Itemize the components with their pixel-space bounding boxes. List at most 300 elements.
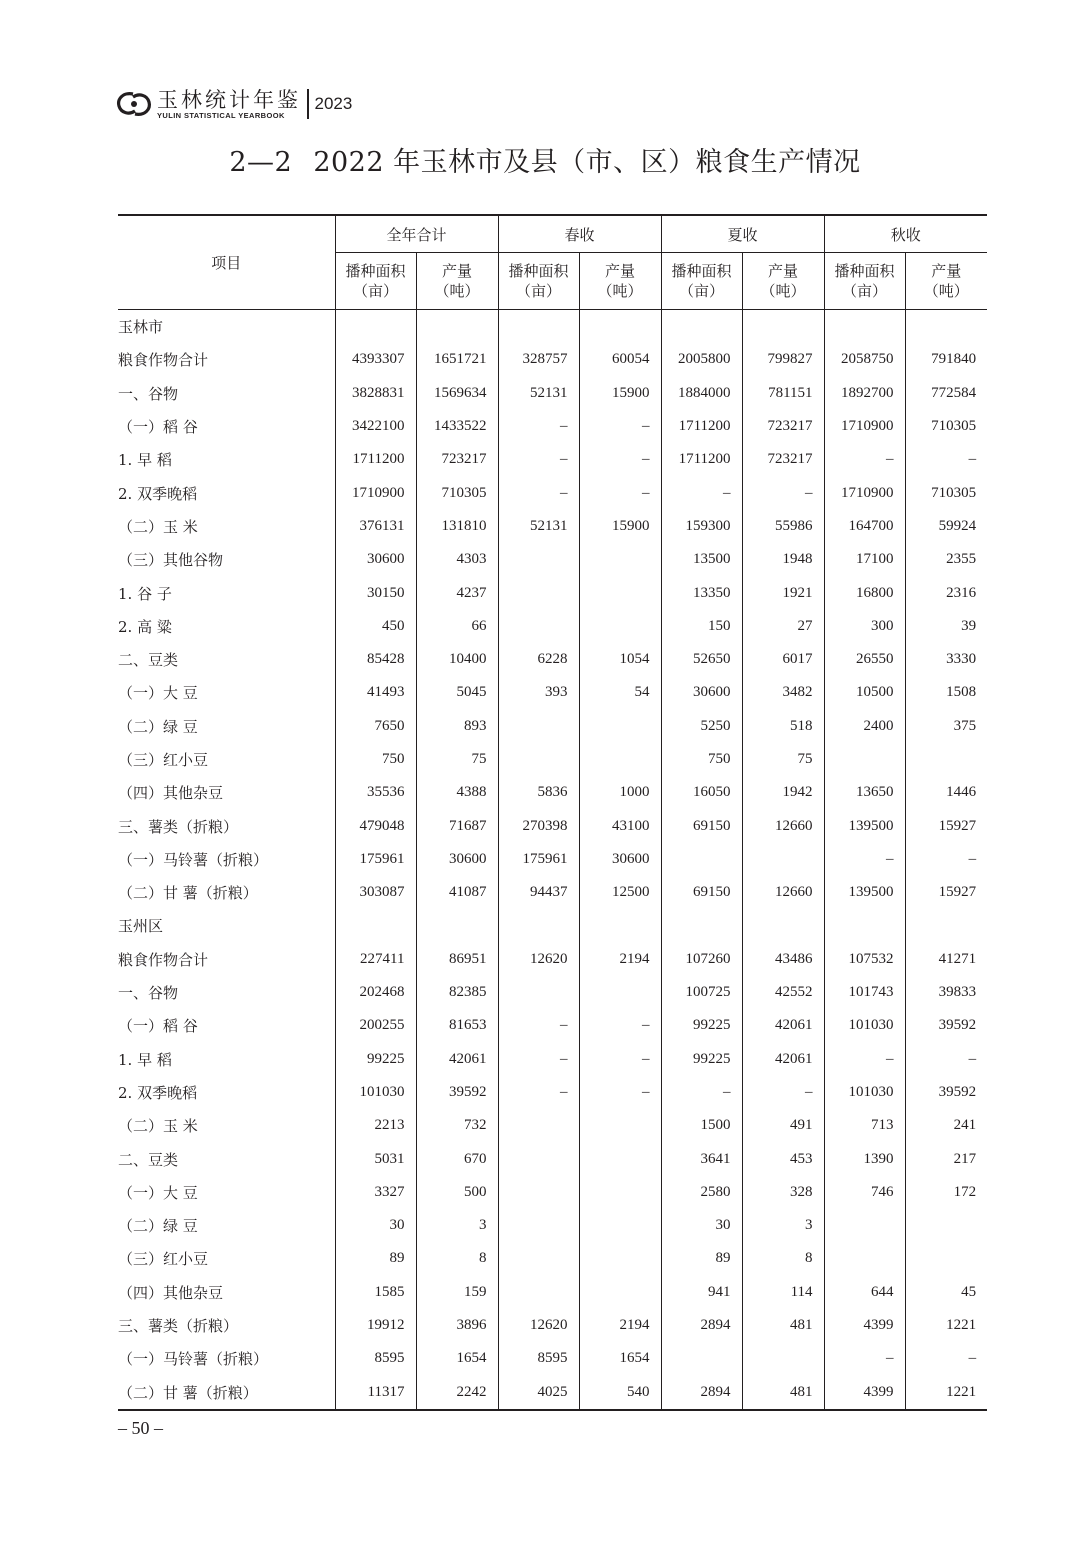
table-cell <box>498 1242 579 1275</box>
table-cell: 2058750 <box>824 343 905 376</box>
row-label: （三）红小豆 <box>118 1250 209 1269</box>
table-cell: 45 <box>905 1276 987 1309</box>
table-cell: – <box>742 1076 824 1109</box>
table-cell <box>579 1142 661 1175</box>
table-cell: 750 <box>335 743 416 776</box>
table-cell: 19912 <box>335 1309 416 1342</box>
table-cell: 723217 <box>742 443 824 476</box>
table-row <box>118 476 987 509</box>
row-label: 2. 双季晚稻 <box>118 484 198 503</box>
table-cell <box>335 909 416 942</box>
table-cell: 8 <box>416 1242 498 1275</box>
table-cell <box>742 310 824 344</box>
table-cell <box>498 909 579 942</box>
table-cell: – <box>824 443 905 476</box>
table-cell: 94437 <box>498 876 579 909</box>
row-label: 粮食作物合计 <box>118 351 209 370</box>
table-cell: 15927 <box>905 809 987 842</box>
table-cell: 52131 <box>498 377 579 410</box>
table-cell: 732 <box>416 1109 498 1142</box>
table-cell: 4393307 <box>335 343 416 376</box>
row-label: 1. 早 稻 <box>118 1050 172 1069</box>
header-title-cn: 玉林统计年鉴 <box>157 87 301 112</box>
table-cell: 5031 <box>335 1142 416 1175</box>
table-cell: 75 <box>742 743 824 776</box>
table-cell: – <box>498 1076 579 1109</box>
table-cell <box>416 310 498 344</box>
table-cell: 42552 <box>742 976 824 1009</box>
table-cell <box>579 1209 661 1242</box>
table-cell <box>824 1242 905 1275</box>
table-cell: 3 <box>742 1209 824 1242</box>
output-unit-header <box>579 253 661 310</box>
area-unit-header <box>824 253 905 310</box>
table-cell <box>579 710 661 743</box>
row-label: 2. 高 粱 <box>118 617 172 636</box>
table-row <box>118 377 987 410</box>
page-title <box>0 140 1090 179</box>
table-cell: 2005800 <box>661 343 742 376</box>
table-cell <box>498 543 579 576</box>
group-header: 夏收 <box>661 215 824 253</box>
table-cell: – <box>661 1076 742 1109</box>
table-cell: 713 <box>824 1109 905 1142</box>
table-cell: 2400 <box>824 710 905 743</box>
table-cell: 1711200 <box>661 443 742 476</box>
table-row <box>118 943 987 976</box>
table-row <box>118 1076 987 1109</box>
table-cell <box>579 909 661 942</box>
table-cell: 491 <box>742 1109 824 1142</box>
table-cell: 1000 <box>579 776 661 809</box>
table-cell: – <box>579 1009 661 1042</box>
table-row <box>118 576 987 609</box>
table-cell: 175961 <box>335 843 416 876</box>
table-cell: 1569634 <box>416 377 498 410</box>
table-cell <box>498 976 579 1009</box>
table-cell: 82385 <box>416 976 498 1009</box>
table-cell: 17100 <box>824 543 905 576</box>
table-row <box>118 1142 987 1175</box>
row-label: （四）其他杂豆 <box>118 784 224 803</box>
group-header: 全年合计 <box>335 215 498 253</box>
row-label: 粮食作物合计 <box>118 950 209 969</box>
page-number: – 50 – <box>118 1418 163 1438</box>
table-cell: 59924 <box>905 510 987 543</box>
table-row <box>118 710 987 743</box>
table-cell: 393 <box>498 676 579 709</box>
table-cell <box>905 1209 987 1242</box>
row-label: （一）大 豆 <box>118 684 198 703</box>
table-row <box>118 776 987 809</box>
table-cell <box>579 1176 661 1209</box>
table-cell: 241 <box>905 1109 987 1142</box>
table-cell: 164700 <box>824 510 905 543</box>
table-cell: 3327 <box>335 1176 416 1209</box>
table-cell: – <box>579 410 661 443</box>
table-row <box>118 909 987 942</box>
table-cell: 159 <box>416 1276 498 1309</box>
unit-header-line: （亩） <box>679 282 725 300</box>
row-label: 玉州区 <box>118 917 164 936</box>
table-cell: 1054 <box>579 643 661 676</box>
table-title: 2022 年玉林市及县（市、区）粮食生产情况 <box>313 147 861 178</box>
table-cell: 8595 <box>498 1342 579 1375</box>
unit-header-line: （亩） <box>842 282 888 300</box>
table-row <box>118 1376 987 1410</box>
table-cell: 30600 <box>661 676 742 709</box>
table-cell: 481 <box>742 1376 824 1410</box>
table-row <box>118 643 987 676</box>
table-cell: 453 <box>742 1142 824 1175</box>
table-cell: 101030 <box>824 1009 905 1042</box>
table-row <box>118 1009 987 1042</box>
table-row <box>118 443 987 476</box>
table-cell: 172 <box>905 1176 987 1209</box>
table-row <box>118 1242 987 1275</box>
table-cell: 670 <box>416 1142 498 1175</box>
table-cell: 3482 <box>742 676 824 709</box>
table-cell <box>498 1142 579 1175</box>
table-cell <box>498 710 579 743</box>
header-year: 2023 <box>314 94 353 113</box>
table-cell: 30600 <box>416 843 498 876</box>
table-cell: 2213 <box>335 1109 416 1142</box>
header-title-en: YULIN STATISTICAL YEARBOOK <box>157 110 285 120</box>
table-cell: 42061 <box>742 1043 824 1076</box>
table-cell: 89 <box>661 1242 742 1275</box>
table-cell: 11317 <box>335 1376 416 1410</box>
table-cell: 43486 <box>742 943 824 976</box>
table-cell <box>742 843 824 876</box>
unit-header-line: （吨） <box>597 282 643 300</box>
unit-header-line: （亩） <box>516 282 562 300</box>
table-cell: 89 <box>335 1242 416 1275</box>
table-cell: 99225 <box>661 1009 742 1042</box>
row-label: （二）玉 米 <box>118 517 198 536</box>
table-cell: 6017 <box>742 643 824 676</box>
table-cell <box>498 1176 579 1209</box>
output-unit-header <box>905 253 987 310</box>
row-label: 玉林市 <box>118 318 164 337</box>
table-row <box>118 1309 987 1342</box>
table-cell: 723217 <box>416 443 498 476</box>
table-cell: – <box>579 1043 661 1076</box>
table-cell: 1654 <box>416 1342 498 1375</box>
table-row <box>118 1043 987 1076</box>
table-cell: 4237 <box>416 576 498 609</box>
table-cell: 5836 <box>498 776 579 809</box>
unit-header-line: （吨） <box>434 282 480 300</box>
table-cell: 7650 <box>335 710 416 743</box>
table-cell <box>579 576 661 609</box>
unit-header-line: 播种面积 <box>834 262 895 280</box>
table-cell: 540 <box>579 1376 661 1410</box>
table-row <box>118 610 987 643</box>
unit-header-line: 播种面积 <box>671 262 732 280</box>
table-cell: 3330 <box>905 643 987 676</box>
table-cell: 30 <box>661 1209 742 1242</box>
table-cell: 99225 <box>661 1043 742 1076</box>
table-cell: 202468 <box>335 976 416 1009</box>
table-cell <box>498 576 579 609</box>
table-row <box>118 1276 987 1309</box>
table-cell: – <box>905 843 987 876</box>
table-cell: 39592 <box>905 1076 987 1109</box>
table-cell: 2580 <box>661 1176 742 1209</box>
table-cell: 270398 <box>498 809 579 842</box>
table-cell: 30 <box>335 1209 416 1242</box>
table-cell: 1892700 <box>824 377 905 410</box>
table-cell: 10500 <box>824 676 905 709</box>
table-cell <box>335 310 416 344</box>
table-cell: 85428 <box>335 643 416 676</box>
group-header: 春收 <box>498 215 661 253</box>
table-cell: – <box>498 443 579 476</box>
table-cell: 60054 <box>579 343 661 376</box>
row-label: 一、谷物 <box>118 984 179 1003</box>
row-label: 2. 双季晚稻 <box>118 1083 198 1102</box>
table-cell: 375 <box>905 710 987 743</box>
table-cell: 781151 <box>742 377 824 410</box>
table-cell: – <box>498 1009 579 1042</box>
table-cell: 4025 <box>498 1376 579 1410</box>
table-cell: 71687 <box>416 809 498 842</box>
table-cell <box>661 1342 742 1375</box>
table-cell: 518 <box>742 710 824 743</box>
table-cell: – <box>498 410 579 443</box>
table-row <box>118 1342 987 1375</box>
table-cell: 15927 <box>905 876 987 909</box>
table-cell: 54 <box>579 676 661 709</box>
table-cell: 300 <box>824 610 905 643</box>
table-cell: 100725 <box>661 976 742 1009</box>
table-cell: 52131 <box>498 510 579 543</box>
table-cell: 131810 <box>416 510 498 543</box>
table-cell: 200255 <box>335 1009 416 1042</box>
table-cell <box>579 1276 661 1309</box>
table-cell: 791840 <box>905 343 987 376</box>
table-cell <box>824 743 905 776</box>
table-cell: 500 <box>416 1176 498 1209</box>
table-cell: 30150 <box>335 576 416 609</box>
table-cell <box>416 909 498 942</box>
table-cell <box>661 843 742 876</box>
table-cell: 644 <box>824 1276 905 1309</box>
table-row <box>118 343 987 376</box>
table-cell: 41271 <box>905 943 987 976</box>
table-cell: 159300 <box>661 510 742 543</box>
table-cell: 42061 <box>742 1009 824 1042</box>
table-cell <box>824 909 905 942</box>
output-unit-header <box>416 253 498 310</box>
row-label: （二）甘 薯（折粮） <box>118 884 258 903</box>
table-cell: 1884000 <box>661 377 742 410</box>
table-cell: 479048 <box>335 809 416 842</box>
table-cell <box>498 310 579 344</box>
row-label: 1. 谷 子 <box>118 584 172 603</box>
table-row <box>118 809 987 842</box>
table-cell <box>905 1242 987 1275</box>
table-cell: 5250 <box>661 710 742 743</box>
row-label: （一）马铃薯（折粮） <box>118 850 269 869</box>
table-cell: 12500 <box>579 876 661 909</box>
table-cell: 1710900 <box>824 410 905 443</box>
table-cell: 175961 <box>498 843 579 876</box>
table-cell: 1500 <box>661 1109 742 1142</box>
table-cell <box>905 909 987 942</box>
output-unit-header <box>742 253 824 310</box>
table-cell: 2194 <box>579 943 661 976</box>
table-cell: 75 <box>416 743 498 776</box>
table-cell: 1390 <box>824 1142 905 1175</box>
table-cell: 107532 <box>824 943 905 976</box>
table-cell: 1942 <box>742 776 824 809</box>
table-row <box>118 510 987 543</box>
row-label: （二）甘 薯（折粮） <box>118 1376 335 1410</box>
table-cell: 1433522 <box>416 410 498 443</box>
table-cell: 6228 <box>498 643 579 676</box>
table-cell: 86951 <box>416 943 498 976</box>
table-cell: – <box>498 1043 579 1076</box>
table-cell: 66 <box>416 610 498 643</box>
table-cell: 1446 <box>905 776 987 809</box>
table-cell: 303087 <box>335 876 416 909</box>
table-cell: – <box>579 443 661 476</box>
table-cell: 16800 <box>824 576 905 609</box>
table-cell: 13650 <box>824 776 905 809</box>
unit-header-line: （吨） <box>760 282 806 300</box>
table-cell <box>579 610 661 643</box>
area-unit-header <box>661 253 742 310</box>
table-row <box>118 543 987 576</box>
table-cell: 2194 <box>579 1309 661 1342</box>
group-header: 秋收 <box>824 215 987 253</box>
row-label: （一）稻 谷 <box>118 418 198 437</box>
table-cell <box>579 310 661 344</box>
unit-header-line: 播种面积 <box>508 262 569 280</box>
table-cell: 481 <box>742 1309 824 1342</box>
table-cell <box>661 310 742 344</box>
table-row <box>118 676 987 709</box>
table-cell: 1585 <box>335 1276 416 1309</box>
row-label: 三、薯类（折粮） <box>118 817 239 836</box>
table-row <box>118 843 987 876</box>
table-cell: 39 <box>905 610 987 643</box>
table-cell: 893 <box>416 710 498 743</box>
row-label: 一、谷物 <box>118 384 179 403</box>
table-cell: 13350 <box>661 576 742 609</box>
table-cell <box>905 743 987 776</box>
table-cell: 101030 <box>824 1076 905 1109</box>
table-cell: 8595 <box>335 1342 416 1375</box>
unit-header-line: 产量 <box>768 262 799 280</box>
table-cell: 3641 <box>661 1142 742 1175</box>
table-cell: 26550 <box>824 643 905 676</box>
table-row <box>118 410 987 443</box>
table-cell: 39592 <box>416 1076 498 1109</box>
table-cell: – <box>905 443 987 476</box>
table-cell: 710305 <box>905 476 987 509</box>
table-cell: – <box>661 476 742 509</box>
table-cell: 30600 <box>579 843 661 876</box>
table-cell: 1221 <box>905 1309 987 1342</box>
unit-header-line: 产量 <box>605 262 636 280</box>
table-row <box>118 1109 987 1142</box>
row-label: （二）绿 豆 <box>118 1217 198 1236</box>
table-cell <box>498 1276 579 1309</box>
unit-header-line: 产量 <box>442 262 473 280</box>
table-cell: 27 <box>742 610 824 643</box>
table-cell: 16050 <box>661 776 742 809</box>
table-cell: 81653 <box>416 1009 498 1042</box>
table-cell: 13500 <box>661 543 742 576</box>
table-cell: 139500 <box>824 809 905 842</box>
table-cell: 1710900 <box>824 476 905 509</box>
row-label: （四）其他杂豆 <box>118 1283 224 1302</box>
unit-header-line: （吨） <box>923 282 969 300</box>
area-unit-header <box>498 253 579 310</box>
table-cell: 114 <box>742 1276 824 1309</box>
row-label: （一）马铃薯（折粮） <box>118 1350 269 1369</box>
table-cell: 2894 <box>661 1309 742 1342</box>
table-cell: – <box>498 476 579 509</box>
table-cell: 3896 <box>416 1309 498 1342</box>
table-cell: 15900 <box>579 377 661 410</box>
table-cell <box>824 310 905 344</box>
table-cell: 1921 <box>742 576 824 609</box>
row-label: （二）绿 豆 <box>118 717 198 736</box>
table-cell: – <box>824 1342 905 1375</box>
table-cell: 69150 <box>661 809 742 842</box>
table-cell: – <box>824 1043 905 1076</box>
table-cell: 52650 <box>661 643 742 676</box>
row-label: 1. 早 稻 <box>118 451 172 470</box>
table-cell <box>905 310 987 344</box>
row-label: （三）红小豆 <box>118 751 209 769</box>
table-number: 2—2 <box>229 147 293 178</box>
table-cell: 107260 <box>661 943 742 976</box>
table-cell <box>498 610 579 643</box>
table-cell: 150 <box>661 610 742 643</box>
table-cell <box>742 1342 824 1375</box>
unit-header-line: （亩） <box>352 282 398 300</box>
row-label: 二、豆类 <box>118 1150 179 1169</box>
table-cell <box>579 976 661 1009</box>
table-cell: 941 <box>661 1276 742 1309</box>
table-cell: 772584 <box>905 377 987 410</box>
table-cell: 1711200 <box>661 410 742 443</box>
table-cell: – <box>742 476 824 509</box>
row-label: 二、豆类 <box>118 651 179 670</box>
table-row <box>118 310 987 344</box>
table-cell: 1221 <box>905 1376 987 1410</box>
table-cell: 2355 <box>905 543 987 576</box>
table-cell: 42061 <box>416 1043 498 1076</box>
table-cell: 1948 <box>742 543 824 576</box>
table-cell: 217 <box>905 1142 987 1175</box>
grain-production-table <box>118 214 987 1411</box>
table-cell: 328757 <box>498 343 579 376</box>
table-cell: 4388 <box>416 776 498 809</box>
table-cell: 1654 <box>579 1342 661 1375</box>
table-cell: 41087 <box>416 876 498 909</box>
table-cell <box>579 1242 661 1275</box>
table-cell: 99225 <box>335 1043 416 1076</box>
table-cell: 39592 <box>905 1009 987 1042</box>
header-divider <box>307 89 309 119</box>
row-label: （二）玉 米 <box>118 1117 198 1136</box>
